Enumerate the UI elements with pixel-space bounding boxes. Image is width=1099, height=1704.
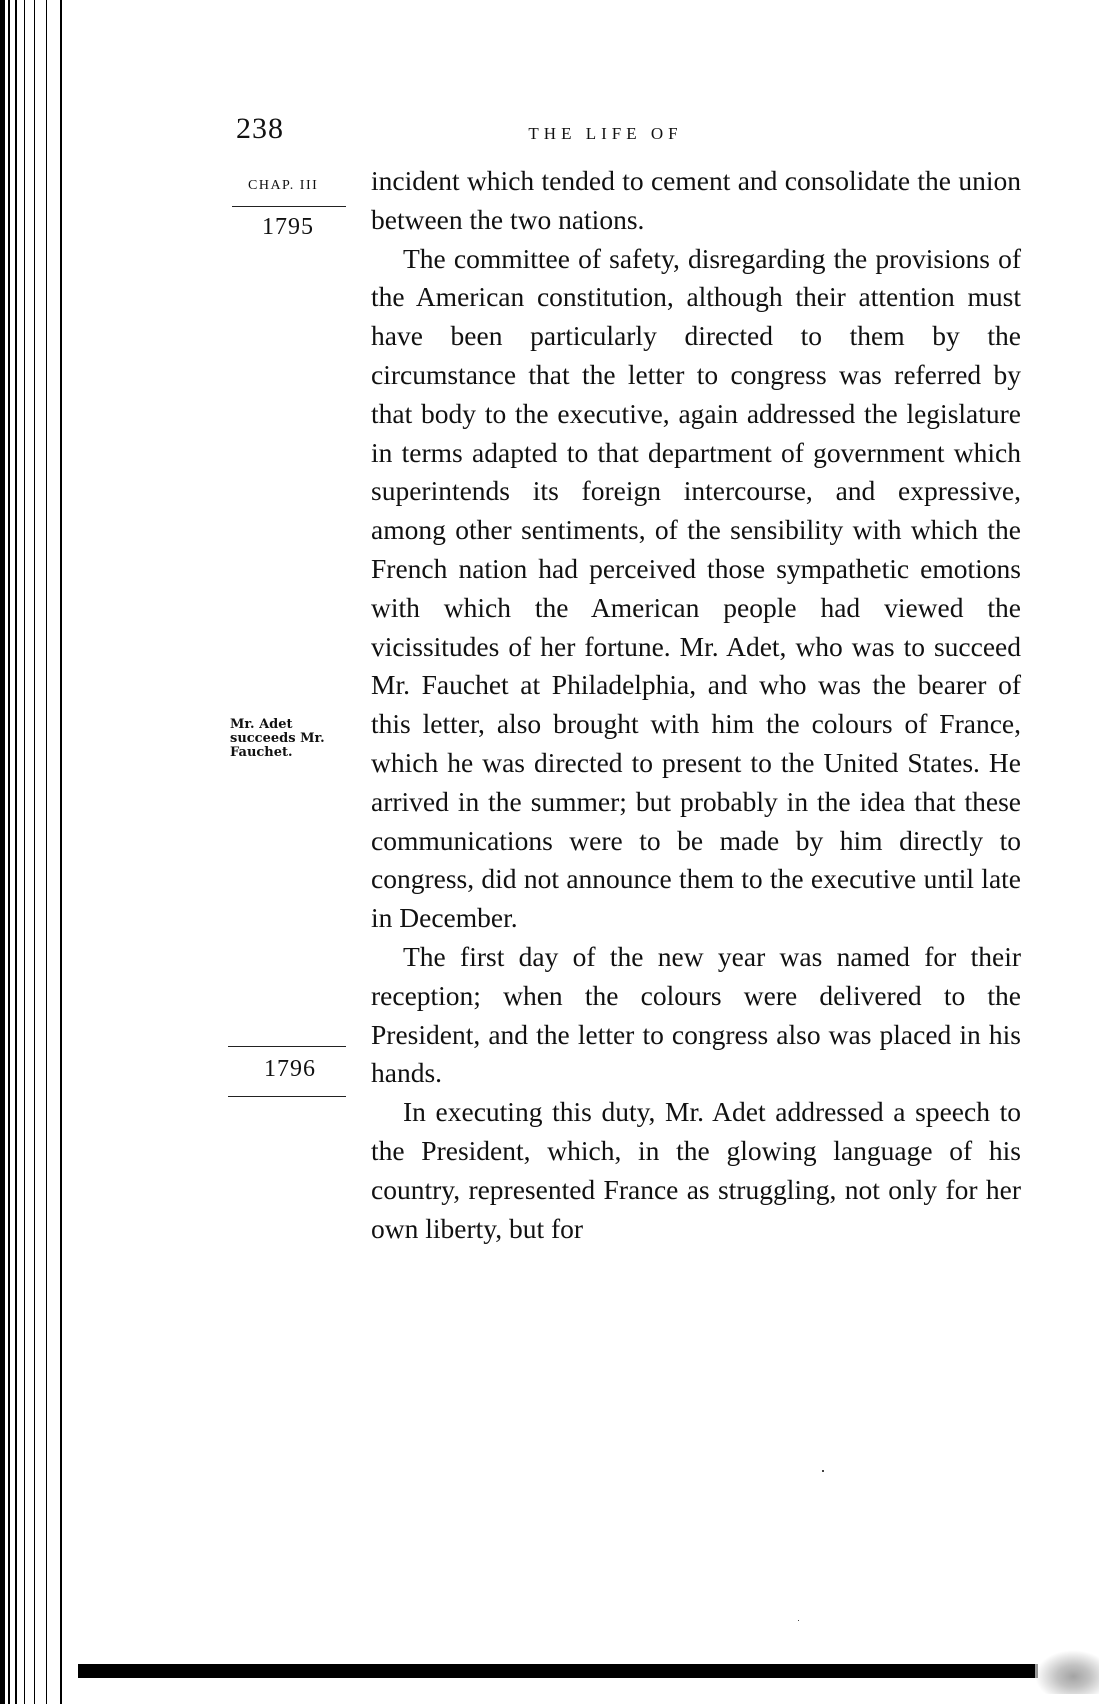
- bottom-scan-edge: [78, 1664, 1038, 1678]
- margin-rule-1796-bottom: [228, 1096, 346, 1097]
- paragraph-committee: The committee of safety, disregarding the provisions of the American constitution, although their attention must have been particularly directed to them by the circumstance that the letter to congress was referred by that body to the executive, again addressed the legislature in terms adapted to that department of government which superintends its foreign intercourse, and expressive, among other sentiments, of the sensibility with which the French nation had perceived those sympathetic emotions with which the American people had viewed the vicissitudes of her fortune. Mr. Adet, who was to succeed Mr. Fauchet at Philadelphia, and who was the bearer of this letter, also brought with him the colours of France, which he was directed to present to the United States. He arrived in the summer; but probably in the idea that these communications were to be made by him directly to congress, did not announce them to the executive until late in December.: [371, 242, 1021, 934]
- scan-speck: [798, 1620, 799, 1621]
- scan-artifact: [1035, 1650, 1099, 1694]
- margin-rule-1796-top: [228, 1046, 346, 1047]
- binding-edge-dark: [0, 0, 4, 1704]
- margin-rule-top: [232, 206, 346, 207]
- binding-edge: [0, 0, 78, 1704]
- body-text: [371, 162, 1021, 1248]
- margin-year-1796: 1796: [264, 1056, 316, 1082]
- paragraph-new-year: The first day of the new year was named for their reception; when the colours were delivered to the President, and the letter to congress also was placed in his hands.: [371, 940, 1021, 1089]
- chapter-label: CHAP. III: [248, 178, 319, 193]
- paragraph-continuation: incident which tended to cement and consolidate the union between the two nations.: [371, 165, 1021, 235]
- running-head: THE LIFE OF: [528, 124, 683, 143]
- scan-speck: [822, 1470, 824, 1472]
- margin-year-1795: 1795: [262, 214, 314, 240]
- side-note-adet: Mr. Adet succeeds Mr. Fauchet.: [230, 717, 325, 760]
- page-number: 238: [236, 112, 284, 145]
- paragraph-speech: In executing this duty, Mr. Adet addressed a speech to the President, which, in the glowing language of his country, represented France as struggling, not only for her own liberty, but for: [371, 1096, 1021, 1244]
